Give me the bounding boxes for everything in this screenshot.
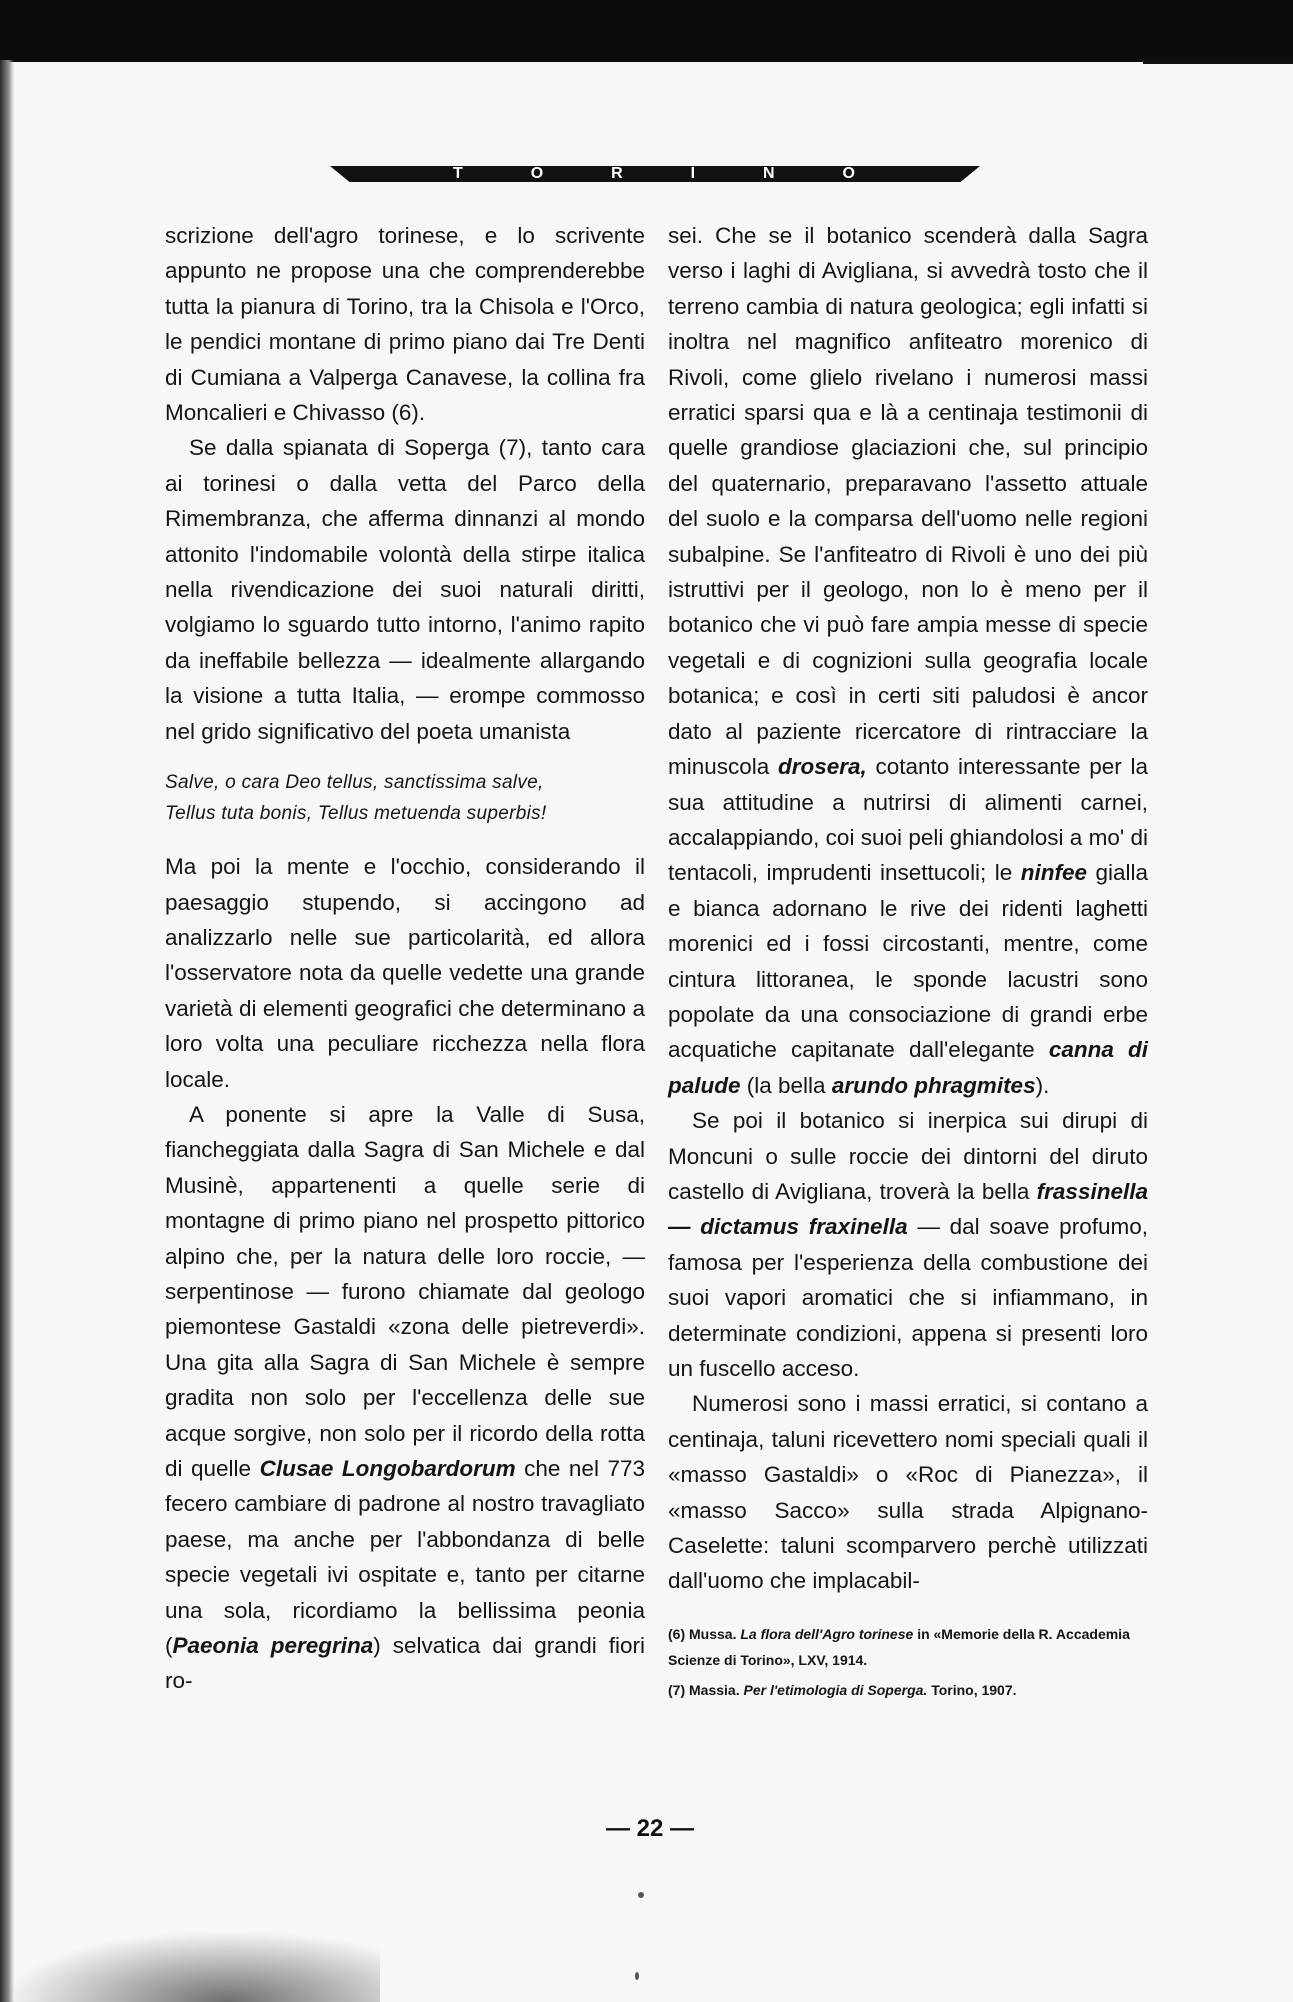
scan-speck xyxy=(635,1972,639,1980)
text-run: (la bella xyxy=(740,1072,832,1098)
footnote-mark: (7) xyxy=(668,1681,686,1698)
footnote-6 xyxy=(668,1621,1148,1673)
header-letter: T xyxy=(452,165,465,182)
header-letter: I xyxy=(690,165,698,182)
footnote-title: La flora dell'Agro torinese xyxy=(740,1625,914,1642)
latin-quote xyxy=(165,767,645,829)
left-column xyxy=(165,218,645,1699)
text-run: ). xyxy=(1035,1072,1050,1098)
footnote-text: Torino, 1907. xyxy=(931,1681,1017,1698)
emphasis: drosera, xyxy=(778,754,867,780)
footnote-author: Massia. xyxy=(689,1681,740,1698)
running-header-letters xyxy=(330,160,980,188)
footnote-7 xyxy=(668,1677,1148,1703)
text-run: Se poi il botanico si inerpica sui dirupi di Moncuni o sulle roccie dei dintorni del diruto castello di Avigliana, troverà la bella xyxy=(668,1108,1148,1204)
paragraph: Ma poi la mente e l'occhio, considerando il paesaggio stupendo, si accingono ad analizzarlo nelle sue particolarità, ed allora l'osservatore nota da quelle vedette una grande varietà di elementi geografici che determinano a loro volta una peculiare ricchezza nella flora locale. xyxy=(165,854,645,1092)
text-run: ) selvatica dai grandi fiori ro- xyxy=(165,1633,645,1694)
footnote-title: Per l'etimologia di Soperga. xyxy=(743,1681,928,1698)
header-letter: O xyxy=(530,165,546,182)
paragraph: scrizione dell'agro torinese, e lo scrivente appunto ne propose una che comprenderebbe tutta la pianura di Torino, tra la Chisola e l'Orco, le pendici montane di primo piano dai Tre Denti di Cumiana a Valperga Canavese, la collina fra Moncalieri e Chivasso (6). xyxy=(165,223,645,426)
emphasis: Clusae Longobardorum xyxy=(259,1456,516,1481)
paragraph: Numerosi sono i massi erratici, si contano a centinaja, taluni ricevettero nomi speciali quali il «masso Gastaldi» o «Roc di Pianezza», il «masso Sacco» sulla strada Alpignano-Caselette: taluni scomparvero perchè utilizzati dall'uomo che implacabil- xyxy=(668,1391,1148,1594)
right-column xyxy=(668,218,1148,1707)
quote-line: Tellus tuta bonis, Tellus metuenda superbis! xyxy=(165,803,547,825)
paragraph: Se dalla spianata di Soperga (7), tanto cara ai torinesi o dalla vetta del Parco della Rimembranza, che afferma dinnanzi al mondo attonito l'indomabile volontà della stirpe italica nella rivendicazione dei suoi naturali diritti, volgiamo lo sguardo tutto intorno, l'animo rapito da ineffabile bellezza — idealmente allargando la visione a tutta Italia, — erompe commosso nel grido significativo del poeta umanista xyxy=(165,435,645,744)
text-run: sei. Che se il botanico scenderà dalla Sagra verso i laghi di Avigliana, si avvedrà tosto che il terreno cambia di natura geologica; egli infatti si inoltra nel magnifico anfiteatro morenico di Rivoli, come glielo rivelano i numerosi massi erratici sparsi qua e là a centinaja testimonii di quelle grandiose glaciazioni che, sul principio del quaternario, preparavano l'assetto attuale del suolo e la comparsa dell'uomo nelle regioni subalpine. Se l'anfiteatro di Rivoli è uno dei più istruttivi per il geologo, non lo è meno per il botanico che vi può fare ampia messe di specie vegetali e di cognizioni sulla geografia locale botanica; e così in certi siti paludosi è ancor dato al paziente ricercatore di rintracciare la minuscola xyxy=(668,223,1148,780)
page-number: — 22 — xyxy=(605,1815,695,1842)
footnote-mark: (6) xyxy=(668,1625,686,1642)
emphasis: ninfee xyxy=(1020,860,1087,886)
emphasis: Paeonia peregrina xyxy=(172,1633,374,1659)
emphasis: arundo phragmites xyxy=(831,1072,1036,1098)
footnote-author: Mussa. xyxy=(689,1625,737,1642)
text-run: A ponente si apre la Valle di Susa, fiancheggiata dalla Sagra di San Michele e dal Musinè, appartenenti a quelle serie di montagne di primo piano nel prospetto pittorico alpino che, per la natura delle loro roccie, — serpentinose — furono chiamate dal geologo piemontese Gastaldi «zona delle pietreverdi». Una gita alla Sagra di San Michele è sempre gradita non solo per l'eccellenza delle sue acque sorgive, non solo per il ricordo della rotta di quelle xyxy=(165,1101,645,1481)
bottom-scan-smudge xyxy=(0,1930,380,2002)
text-run: cotanto interessante per la sua attitudine a nutrirsi di alimenti carnei, accalappiando, coi suoi peli ghiandolosi a mo' di tentacoli, imprudenti insettucoli; le xyxy=(668,754,1149,886)
header-letter: R xyxy=(611,165,625,182)
emphasis: frassinella — dictamus fraxinella xyxy=(668,1178,1148,1240)
footnote-text: in «Memorie della R. Accademia Scienze di Torino», LXV, 1914. xyxy=(668,1625,1130,1668)
text-run: che nel 773 fecero cambiare di padrone al nostro travagliato paese, ma anche per l'abbondanza di belle specie vegetali ivi ospitate e, tanto per citarne una sola, ricordiamo la bellissima peonia ( xyxy=(165,1456,645,1659)
top-scan-border xyxy=(0,0,1293,62)
footnotes xyxy=(668,1621,1148,1703)
left-scan-edge xyxy=(0,60,14,2002)
paragraph xyxy=(165,1097,645,1699)
paragraph xyxy=(668,218,1148,1103)
quote-line: Salve, o cara Deo tellus, sanctissima salve, xyxy=(165,772,544,794)
text-run: — dal soave profumo, famosa per l'esperienza della combustione dei suoi vapori aromatici che si infiammano, in determinate condizioni, appena si presenti loro un fuscello acceso. xyxy=(668,1214,1148,1381)
text-run: gialla e bianca adornano le rive dei ridenti laghetti morenici ed i fossi circostanti, mentre, come cintura littoranea, le sponde lacustri sono popolate da una consociazione di grandi erbe acquatiche capitanate dall'elegante xyxy=(668,860,1148,1063)
emphasis: canna di palude xyxy=(668,1037,1148,1098)
running-header xyxy=(330,160,980,188)
header-letter: N xyxy=(763,165,777,182)
top-scan-border-right xyxy=(1143,58,1293,64)
paragraph xyxy=(668,1103,1148,1386)
header-letter: O xyxy=(842,165,857,182)
scan-speck xyxy=(638,1892,644,1898)
